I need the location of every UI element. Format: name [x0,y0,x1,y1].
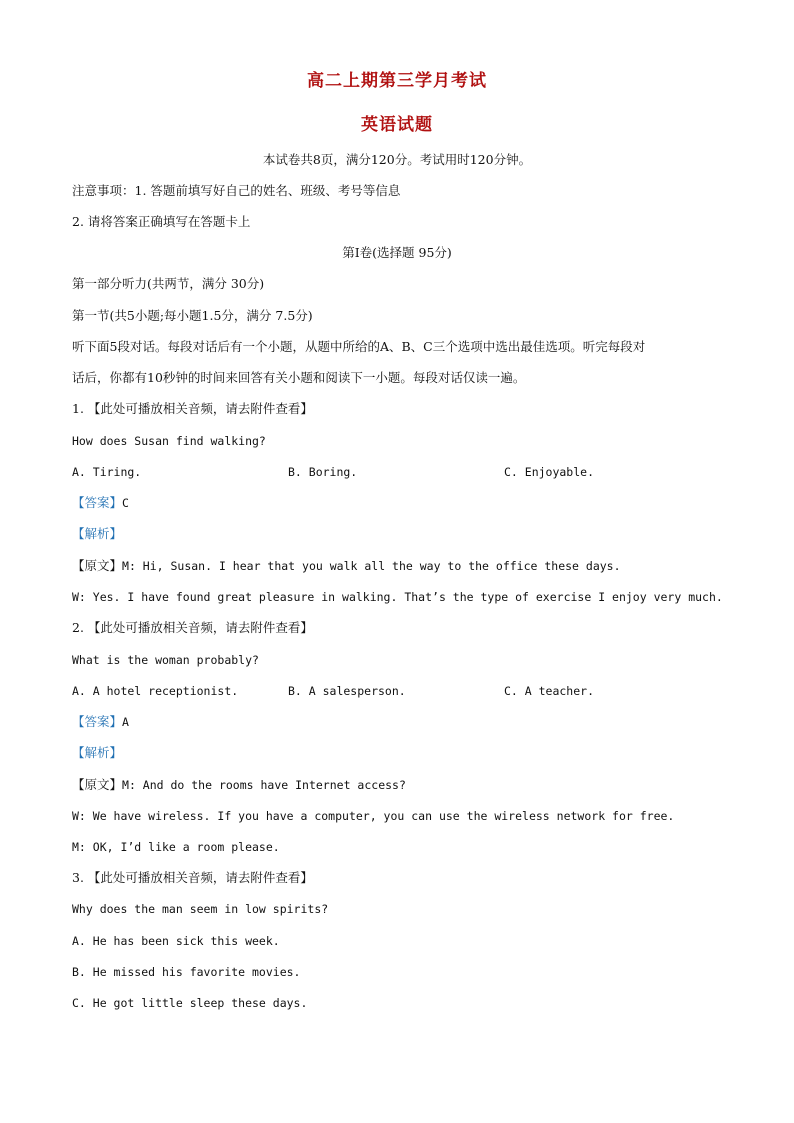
answer-value: C [122,496,129,510]
q2-original-3: M: OK, I’d like a room please. [72,840,280,854]
q2-original-1 [72,776,406,794]
q1-option-a: A. Tiring. [72,465,142,479]
notes-line-2: 2. 请将答案正确填写在答题卡上 [72,214,251,229]
exam-subtitle: 英语试题 [361,115,433,135]
q2-heading: 2. 【此处可播放相关音频，请去附件查看】 [72,620,313,635]
q2-original-2: W: We have wireless. If you have a computer, you can use the wireless network for free. [72,809,675,823]
q1-option-b: B. Boring. [288,465,358,479]
q3-option-c: C. He got little sleep these days. [72,996,308,1010]
q3-question: Why does the man seem in low spirits? [72,902,329,916]
instruction-line-2: 话后，你都有10秒钟的时间来回答有关小题和阅读下一小题。每段对话仅读一遍。 [72,370,526,385]
volume-heading: 第Ⅰ卷(选择题 95分) [342,245,452,260]
q3-option-a: A. He has been sick this week. [72,934,280,948]
original-label: 【原文】 [72,558,123,573]
part-heading: 第一部分听力(共两节，满分 30分) [72,276,265,291]
q1-analysis-label: 【解析】 [72,526,123,541]
q2-analysis-label: 【解析】 [72,745,123,760]
notes-line-1: 注意事项：1. 答题前填写好自己的姓名、班级、考号等信息 [72,183,401,198]
q1-answer [72,494,129,512]
instruction-line-1: 听下面5段对话。每段对话后有一个小题，从题中所给的A、B、C三个选项中选出最佳选项。听完每段对 [72,339,646,354]
q1-option-c: C. Enjoyable. [504,465,595,479]
original-label: 【原文】 [72,777,123,792]
exam-title: 高二上期第三学月考试 [307,71,487,91]
answer-label: 【答案】 [72,714,123,729]
q1-original-2: W: Yes. I have found great pleasure in walking. That’s the type of exercise I enjoy very much. [72,590,723,604]
section-heading: 第一节(共5小题;每小题1.5分，满分 7.5分) [72,308,313,323]
answer-value: A [122,715,129,729]
q1-original-1 [72,557,621,575]
answer-label: 【答案】 [72,495,123,510]
q2-answer [72,713,129,731]
q2-option-c: C. A teacher. [504,684,595,698]
original-text: M: And do the rooms have Internet access? [122,778,406,792]
original-text: M: Hi, Susan. I hear that you walk all the way to the office these days. [122,559,621,573]
q2-option-a: A. A hotel receptionist. [72,684,239,698]
q1-heading: 1. 【此处可播放相关音频，请去附件查看】 [72,401,313,416]
q3-heading: 3. 【此处可播放相关音频，请去附件查看】 [72,870,313,885]
q3-option-b: B. He missed his favorite movies. [72,965,301,979]
q2-question: What is the woman probably? [72,653,259,667]
exam-info: 本试卷共8页，满分120分。考试用时120分钟。 [262,152,532,167]
q2-option-b: B. A salesperson. [288,684,406,698]
q1-question: How does Susan find walking? [72,434,266,448]
